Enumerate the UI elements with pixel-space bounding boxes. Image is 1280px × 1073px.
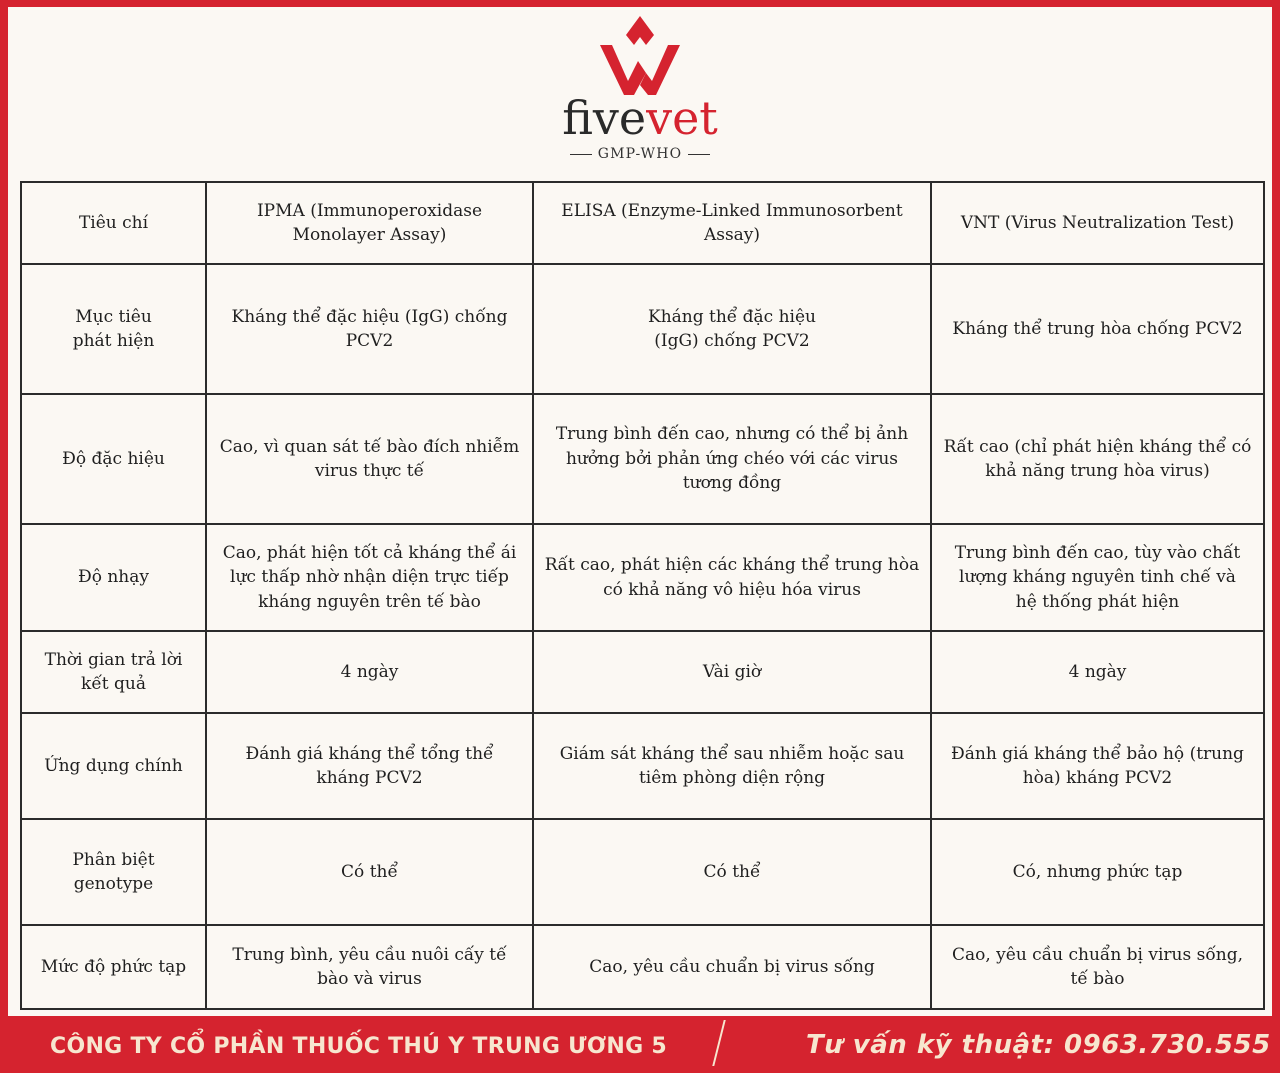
method-header-cell: IPMA (Immunoperoxidase Monolayer Assay): [206, 182, 533, 264]
brand-tagline: GMP-WHO: [597, 146, 683, 162]
criteria-cell: Mục tiêu phát hiện: [21, 264, 206, 394]
tagline-divider-left: [570, 154, 592, 155]
brand-name-suffix: vet: [646, 91, 718, 145]
criteria-cell: Mức độ phức tạp: [21, 925, 206, 1009]
table-cell: 4 ngày: [931, 631, 1264, 713]
table-cell: Có, nhưng phức tạp: [931, 819, 1264, 925]
criteria-cell: Tiêu chí: [21, 182, 206, 264]
table-cell: Đánh giá kháng thể bảo hộ (trung hòa) kháng PCV2: [931, 713, 1264, 819]
criteria-cell: Độ đặc hiệu: [21, 394, 206, 524]
criteria-cell: Phân biệt genotype: [21, 819, 206, 925]
method-header-cell: VNT (Virus Neutralization Test): [931, 182, 1264, 264]
table-row: [21, 925, 1264, 1009]
table-cell: Kháng thể đặc hiệu (IgG) chống PCV2: [533, 264, 931, 394]
table-cell: Đánh giá kháng thể tổng thể kháng PCV2: [206, 713, 533, 819]
comparison-table-body: [21, 182, 1264, 1009]
comparison-table: [20, 181, 1265, 1010]
table-cell: Kháng thể đặc hiệu (IgG) chống PCV2: [206, 264, 533, 394]
tagline-divider-right: [688, 154, 710, 155]
brand-name-prefix: five: [562, 91, 647, 145]
table-header-row: [21, 182, 1264, 264]
table-cell: 4 ngày: [206, 631, 533, 713]
table-cell: Trung bình đến cao, nhưng có thể bị ảnh hưởng bởi phản ứng chéo với các virus tương đồng: [533, 394, 931, 524]
table-cell: Có thể: [533, 819, 931, 925]
table-cell: Cao, yêu cầu chuẩn bị virus sống, tế bào: [931, 925, 1264, 1009]
table-cell: Cao, phát hiện tốt cả kháng thể ái lực thấp nhờ nhận diện trực tiếp kháng nguyên trên tế bào: [206, 524, 533, 631]
table-cell: Rất cao (chỉ phát hiện kháng thể có khả năng trung hòa virus): [931, 394, 1264, 524]
table-row: [21, 631, 1264, 713]
brand-tagline-row: [560, 144, 720, 164]
criteria-cell: Ứng dụng chính: [21, 713, 206, 819]
hotline-text: Tư vấn kỹ thuật: 0963.730.555: [806, 1030, 1271, 1060]
footer-bar: [0, 1016, 1280, 1073]
footer-divider: [712, 1020, 725, 1066]
table-row: [21, 713, 1264, 819]
method-header-cell: ELISA (Enzyme-Linked Immunosorbent Assay): [533, 182, 931, 264]
fivevet-logo-icon: [590, 13, 690, 97]
criteria-cell: Độ nhạy: [21, 524, 206, 631]
table-cell: Kháng thể trung hòa chống PCV2: [931, 264, 1264, 394]
table-row: [21, 394, 1264, 524]
table-cell: Giám sát kháng thể sau nhiễm hoặc sau tiêm phòng diện rộng: [533, 713, 931, 819]
table-row: [21, 819, 1264, 925]
table-cell: Rất cao, phát hiện các kháng thể trung hòa có khả năng vô hiệu hóa virus: [533, 524, 931, 631]
criteria-cell: Thời gian trả lời kết quả: [21, 631, 206, 713]
brand-name: [0, 92, 1280, 144]
table-cell: Trung bình đến cao, tùy vào chất lượng kháng nguyên tinh chế và hệ thống phát hiện: [931, 524, 1264, 631]
table-row: [21, 524, 1264, 631]
table-row: [21, 264, 1264, 394]
table-cell: Trung bình, yêu cầu nuôi cấy tế bào và virus: [206, 925, 533, 1009]
table-cell: Cao, yêu cầu chuẩn bị virus sống: [533, 925, 931, 1009]
company-name: CÔNG TY CỔ PHẦN THUỐC THÚ Y TRUNG ƯƠNG 5: [50, 1034, 668, 1059]
table-cell: Vài giờ: [533, 631, 931, 713]
table-cell: Có thể: [206, 819, 533, 925]
table-cell: Cao, vì quan sát tế bào đích nhiễm virus thực tế: [206, 394, 533, 524]
